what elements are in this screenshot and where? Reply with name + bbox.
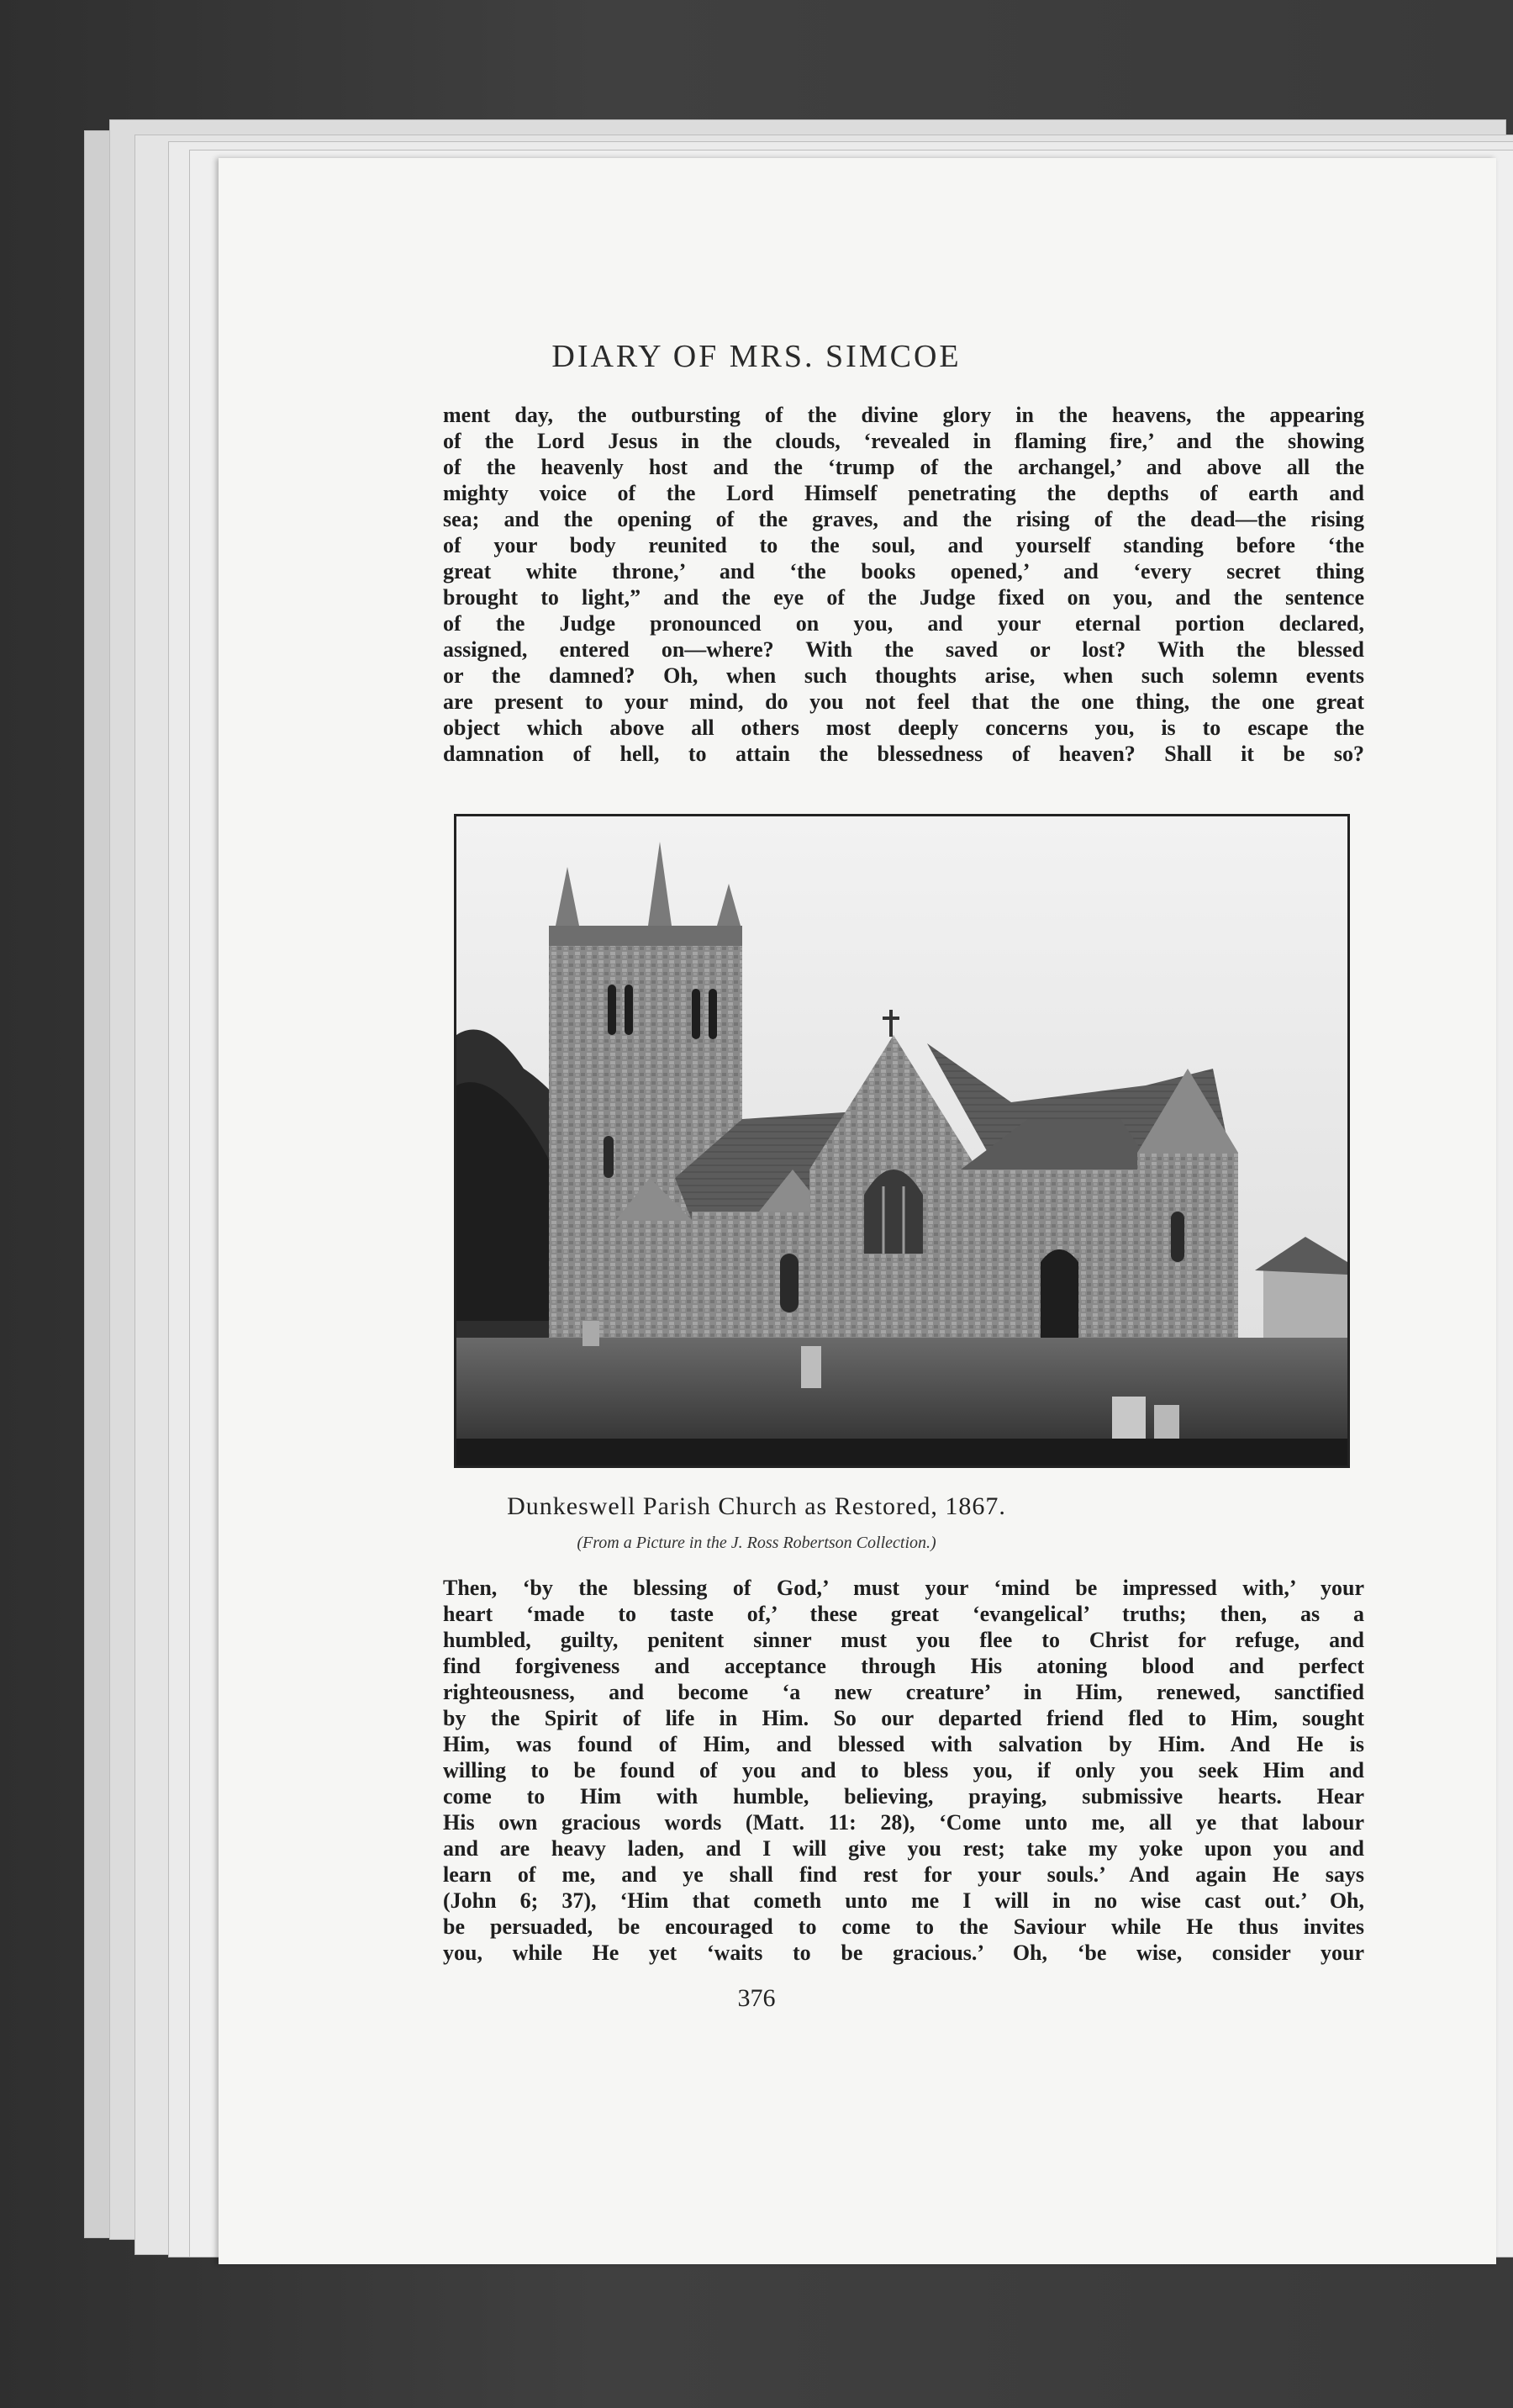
text-line: by the Spirit of life in Him. So our departed friend fled to Him, sought	[443, 1706, 1364, 1730]
text-line: great white throne,’ and ‘the books opened,’ and ‘every secret thing	[443, 559, 1364, 584]
vestry-window	[1171, 1212, 1184, 1262]
text-line: assigned, entered on—where? With the saved or lost? With the blessed	[443, 637, 1364, 662]
text-line: and are heavy laden, and I will give you rest; take my yoke upon you and	[443, 1836, 1364, 1861]
foreground	[456, 1439, 1347, 1465]
running-head: DIARY OF MRS. SIMCOE	[551, 339, 962, 374]
porch	[616, 1220, 692, 1346]
text-line: you, while He yet ‘waits to be gracious.’ Oh, ‘be wise, consider your	[443, 1941, 1364, 1965]
text-line: of the heavenly host and the ‘trump of the archangel,’ and above all the	[443, 455, 1364, 479]
text-line: come to Him with humble, believing, praying, submissive hearts. Hear	[443, 1784, 1364, 1809]
text-line: of your body reunited to the soul, and yourself standing before ‘the	[443, 533, 1364, 557]
tower-window	[692, 989, 700, 1039]
tower-window	[709, 989, 717, 1039]
text-line: of the Lord Jesus in the clouds, ‘revealed in flaming fire,’ and the showing	[443, 429, 1364, 453]
text-line: humbled, guilty, penitent sinner must you flee to Christ for refuge, and	[443, 1628, 1364, 1652]
text-line: learn of me, and ye shall find rest for your souls.’ And again He says	[443, 1862, 1364, 1887]
text-line: of the Judge pronounced on you, and your eternal portion declared,	[443, 611, 1364, 636]
text-line: be persuaded, be encouraged to come to the Saviour while He thus invites	[443, 1914, 1364, 1939]
text-line: (John 6; 37), ‘Him that cometh unto me I will in no wise cast out.’ Oh,	[443, 1888, 1364, 1913]
text-line: or the damned? Oh, when such thoughts arise, when such solemn events	[443, 663, 1364, 688]
church-illustration	[454, 814, 1350, 1468]
tower-window	[608, 985, 616, 1035]
paragraph-top	[443, 402, 1364, 767]
text-line: His own gracious words (Matt. 11: 28), ‘Come unto me, all ye that labour	[443, 1810, 1364, 1835]
gothic-window	[864, 1170, 923, 1254]
paragraph-bottom	[443, 1575, 1364, 1966]
gravestone	[801, 1346, 821, 1388]
text-line: are present to your mind, do you not feel that the one thing, the one great	[443, 689, 1364, 714]
figure-credit: (From a Picture in the J. Ross Robertson Collection.)	[577, 1534, 936, 1552]
gravestone	[583, 1321, 599, 1346]
page-number: 376	[737, 1984, 776, 2012]
text-line: brought to light,” and the eye of the Judge fixed on you, and the sentence	[443, 585, 1364, 610]
text-line: Him, was found of Him, and blessed with salvation by Him. And He is	[443, 1732, 1364, 1756]
text-line: damnation of hell, to attain the blessedness of heaven? Shall it be so?	[443, 742, 1364, 766]
text-line: willing to be found of you and to bless you, if only you seek Him and	[443, 1758, 1364, 1782]
figure-caption: Dunkeswell Parish Church as Restored, 1867.	[507, 1492, 1006, 1520]
text-line: righteousness, and become ‘a new creature’ in Him, renewed, sanctified	[443, 1680, 1364, 1704]
doorway	[1041, 1249, 1078, 1346]
text-line: Then, ‘by the blessing of God,’ must your ‘mind be impressed with,’ your	[443, 1576, 1364, 1600]
text-line: mighty voice of the Lord Himself penetrating the depths of earth and	[443, 481, 1364, 505]
tower-window	[625, 985, 633, 1035]
aisle-window	[780, 1254, 799, 1312]
vestry-wall	[1137, 1153, 1238, 1346]
text-line: find forgiveness and acceptance through His atoning blood and perfect	[443, 1654, 1364, 1678]
tower-window	[604, 1136, 614, 1178]
text-line: sea; and the opening of the graves, and the rising of the dead—the rising	[443, 507, 1364, 531]
text-line: object which above all others most deeply concerns you, is to escape the	[443, 716, 1364, 740]
tower-parapet	[549, 926, 742, 946]
text-line: heart ‘made to taste of,’ these great ‘evangelical’ truths; then, as a	[443, 1602, 1364, 1626]
text-line: ment day, the outbursting of the divine glory in the heavens, the appearing	[443, 403, 1364, 427]
